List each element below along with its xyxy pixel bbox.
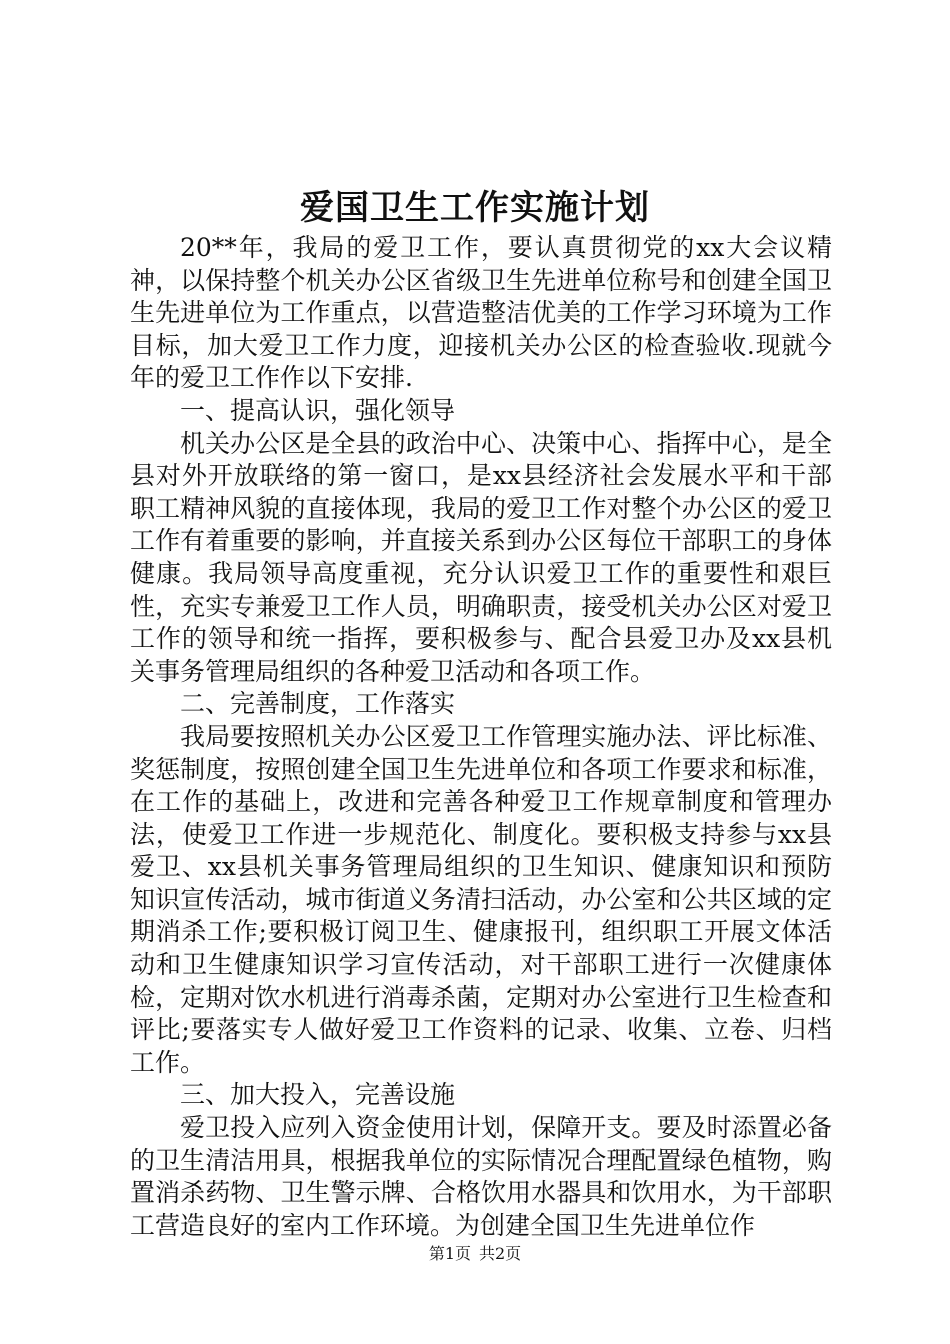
page-number: 第1页 xyxy=(428,1244,471,1263)
page-total: 共2页 xyxy=(479,1244,522,1263)
paragraph-section-2: 我局要按照机关办公区爱卫工作管理实施办法、评比标准、奖惩制度，按照创建全国卫生先进单位和各项工作要求和标准，在工作的基础上，改进和完善各种爱卫工作规章制度和管理办法，使爱卫工作进一步规范化、制度化。要积极支持参与xx县爱卫、xx县机关事务管理局组织的卫生知识、健康知识和预防知识宣传活动，城市街道义务清扫活动，办公室和公共区域的定期消杀工作;要积极订阅卫生、健康报刊，组织职工开展文体活动和卫生健康知识学习宣传活动，对干部职工进行一次健康体检，定期对饮水机进行消毒杀菌，定期对办公室进行卫生检查和评比;要落实专人做好爱卫工作资料的记录、收集、立卷、归档工作。 xyxy=(130,721,832,1077)
page-footer xyxy=(0,1242,950,1266)
paragraph-section-1: 机关办公区是全县的政治中心、决策中心、指挥中心，是全县对外开放联络的第一窗口，是xx县经济社会发展水平和干部职工精神风貌的直接体现，我局的爱卫工作对整个办公区的爱卫工作有着重要的影响，并直接关系到办公区每位干部职工的身体健康。我局领导高度重视，充分认识爱卫工作的重要性和艰巨性，充实专兼爱卫工作人员，明确职责，接受机关办公区对爱卫工作的领导和统一指挥，要积极参与、配合县爱卫办及xx县机关事务管理局组织的各种爱卫活动和各项工作。 xyxy=(130,428,832,686)
paragraph-section-3: 爱卫投入应列入资金使用计划，保障开支。要及时添置必备的卫生清洁用具，根据我单位的实际情况合理配置绿色植物，购置消杀药物、卫生警示牌、合格饮用水器具和饮用水，为干部职工营造良好的室内工作环境。为创建全国卫生先进单位作 xyxy=(130,1113,832,1240)
document-body xyxy=(130,232,832,1242)
section-heading-1: 一、提高认识，强化领导 xyxy=(180,395,456,425)
paragraph-intro: 20**年，我局的爱卫工作，要认真贯彻党的xx大会议精神，以保持整个机关办公区省级卫生先进单位称号和创建全国卫生先进单位为工作重点，以营造整洁优美的工作学习环境为工作目标，加大爱卫工作力度，迎接机关办公区的检查验收.现就今年的爱卫工作作以下安排. xyxy=(130,233,832,393)
section-heading-3: 三、加大投入，完善设施 xyxy=(180,1080,456,1110)
document-title: 爱国卫生工作实施计划 xyxy=(300,188,650,228)
section-heading-2: 二、完善制度，工作落实 xyxy=(180,689,456,719)
